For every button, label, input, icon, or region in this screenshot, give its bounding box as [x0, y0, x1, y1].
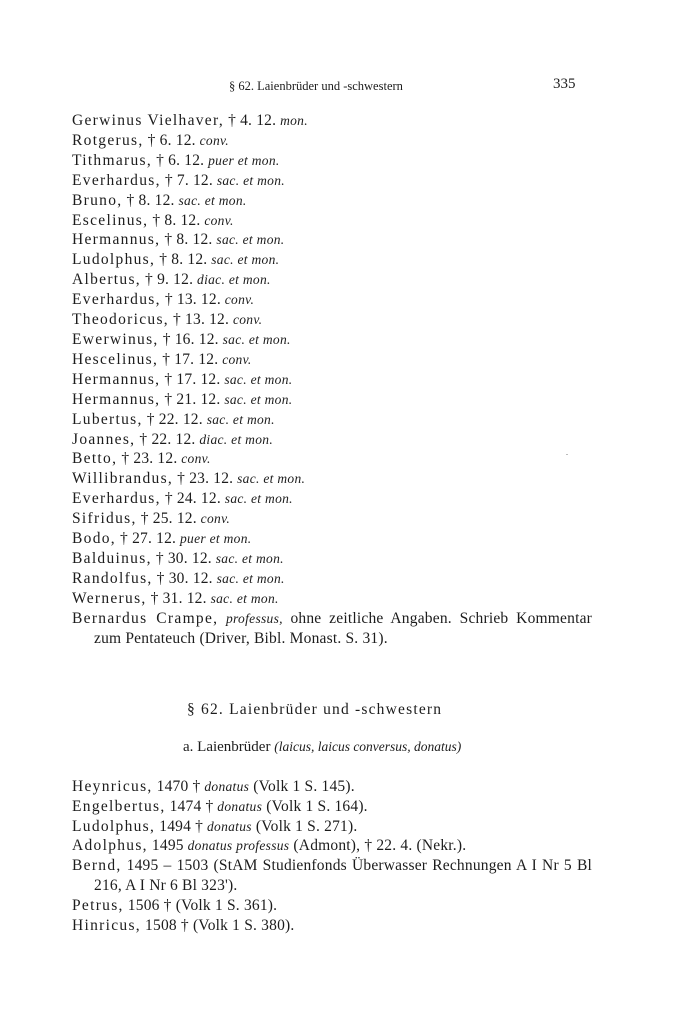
- entry-date: † 6. 12.: [152, 151, 205, 169]
- entry-name: Betto,: [72, 450, 118, 468]
- list-item: [72, 430, 592, 450]
- entry-role: professus,: [225, 610, 283, 626]
- entry-name: Everhardus,: [72, 291, 161, 309]
- entry-date: † 25. 12.: [136, 510, 197, 528]
- entry-name: Escelinus,: [72, 211, 149, 229]
- entry-name: Bernd,: [72, 857, 122, 875]
- list-item: [72, 489, 592, 509]
- subheading-italic: (laicus, laicus conversus, donatus): [274, 739, 462, 754]
- entry-name: Wernerus,: [72, 589, 147, 607]
- entry-date: 1495: [147, 837, 184, 855]
- page-number: 335: [553, 76, 576, 92]
- entry-note: (Volk 1 S. 271).: [251, 817, 358, 835]
- entry-name: Bodo,: [72, 530, 116, 548]
- entry-name: Ewerwinus,: [72, 330, 159, 348]
- list-item: [72, 171, 592, 191]
- entry-role: sac. et mon.: [211, 252, 280, 268]
- entry-name: Joannes,: [72, 430, 136, 448]
- entry-name: Engelbertus,: [72, 797, 166, 815]
- entry-date: † 23. 12.: [117, 450, 178, 468]
- entry-role: donatus: [204, 779, 250, 794]
- list-item: [72, 589, 592, 609]
- running-head-title: § 62. Laienbrüder und -schwestern: [229, 79, 403, 93]
- entry-role: sac. et mon.: [216, 570, 285, 586]
- entry-date: † 22. 12.: [142, 410, 203, 428]
- entry-role: puer et mon.: [208, 152, 280, 168]
- entry-date: † 8. 12.: [122, 191, 175, 209]
- entry-date: † 31. 12.: [146, 589, 207, 607]
- entry-role: sac. et mon.: [224, 391, 293, 407]
- entry-role: conv.: [224, 292, 255, 308]
- entry-name: Ludolphus,: [72, 817, 156, 835]
- subheading: [183, 739, 461, 756]
- list-item: [72, 410, 592, 430]
- list-item: [72, 469, 592, 489]
- list-item: [72, 569, 592, 589]
- entry-name: Hermannus,: [72, 370, 161, 388]
- entry-name: Theodoricus,: [72, 311, 169, 329]
- entry-date: 1494 †: [155, 817, 204, 835]
- entry-date: 1506 † (Volk 1 S. 361).: [123, 896, 278, 914]
- list-item: [72, 836, 592, 856]
- entry-name: Rotgerus,: [72, 131, 144, 149]
- list-item: [72, 797, 592, 817]
- speck-mark: [566, 454, 568, 455]
- entry-date: 1508 † (Volk 1 S. 380).: [140, 916, 295, 934]
- entry-role: sac. et mon.: [206, 411, 275, 427]
- list-item-bernardus: [72, 609, 592, 649]
- list-item: [72, 270, 592, 290]
- entry-date: † 8. 12.: [160, 231, 213, 249]
- entry-role: sac. et mon.: [224, 371, 293, 387]
- list-item: [72, 111, 592, 131]
- subheading-prefix: a. Laienbrüder: [183, 739, 275, 755]
- entry-name: Hinricus,: [72, 916, 141, 934]
- entry-date: † 24. 12.: [160, 490, 221, 508]
- entry-name: Randolfus,: [72, 569, 153, 587]
- list-item: [72, 817, 592, 837]
- entry-date: † 6. 12.: [143, 131, 196, 149]
- entry-name: Petrus,: [72, 896, 124, 914]
- entry-role: conv.: [222, 351, 252, 367]
- entry-role: sac. et mon.: [178, 192, 247, 208]
- list-item: [72, 151, 592, 171]
- list-item: [72, 250, 592, 270]
- entry-date: † 9. 12.: [140, 271, 194, 289]
- entry-date: † 30. 12.: [152, 569, 213, 587]
- entry-role: puer et mon.: [179, 531, 252, 547]
- entry-role: sac. et mon.: [222, 331, 291, 347]
- entry-role: sac. et mon.: [216, 172, 285, 188]
- entry-date: † 17. 12.: [160, 370, 221, 388]
- entry-name: Hermannus,: [72, 231, 161, 249]
- laienbrueder-list: [72, 777, 592, 935]
- entry-note: (Admont), † 22. 4. (Nekr.).: [289, 837, 467, 855]
- entry-date: † 21. 12.: [160, 390, 221, 408]
- entry-name: Willibrandus,: [72, 470, 174, 488]
- entry-role: conv.: [200, 511, 231, 527]
- entry-date: † 17. 12.: [158, 350, 219, 368]
- entry-name: Balduinus,: [72, 549, 152, 567]
- entry-role: diac. et mon.: [197, 272, 271, 288]
- entry-date: † 23. 12.: [173, 470, 234, 488]
- entry-name: Tithmarus,: [72, 151, 153, 169]
- monk-list: [72, 111, 592, 648]
- entry-date: † 13. 12.: [160, 291, 221, 309]
- entry-role: conv.: [232, 312, 263, 328]
- entry-date: 1474 †: [165, 797, 214, 815]
- list-item: [72, 370, 592, 390]
- list-item: [72, 449, 592, 469]
- entry-name: Hescelinus,: [72, 350, 159, 368]
- list-item: [72, 777, 592, 797]
- list-item: [72, 230, 592, 250]
- entry-date: † 16. 12.: [158, 330, 219, 348]
- entry-date: † 8. 12.: [148, 211, 201, 229]
- entry-note: (Volk 1 S. 164).: [262, 797, 368, 815]
- list-item: [72, 211, 592, 231]
- entry-date: † 27. 12.: [115, 530, 177, 548]
- entry-role: conv.: [181, 451, 211, 467]
- list-item: [72, 509, 592, 529]
- entry-role: sac. et mon.: [210, 590, 279, 606]
- entry-date: 1470 †: [152, 778, 201, 795]
- list-item: [72, 529, 592, 549]
- entry-name: Adolphus,: [72, 837, 148, 855]
- entry-role: conv.: [199, 132, 229, 148]
- entry-note: ohne zeitliche Angaben. Schrieb Kommentar zum Pentateuch (Driver, Bibl. Monast. S. 31).: [94, 609, 593, 647]
- entry-date: 1495 – 1503 (StAM Studienfonds Überwasser Rechnungen A I Nr 5 Bl 216, A I Nr 6 Bl 323').: [94, 857, 592, 894]
- entry-date: † 4. 12.: [224, 112, 277, 129]
- list-item: [72, 856, 592, 896]
- list-item: [72, 330, 592, 350]
- entry-date: † 13. 12.: [168, 311, 230, 329]
- entry-name: Lubertus,: [72, 410, 143, 428]
- entry-role: mon.: [280, 113, 308, 128]
- entry-name: Ludolphus,: [72, 251, 156, 269]
- entry-name: Bernardus Crampe,: [72, 609, 219, 627]
- entry-role: donatus professus: [187, 838, 290, 854]
- entry-name: Hermannus,: [72, 390, 161, 408]
- entry-name: Everhardus,: [72, 171, 161, 189]
- list-item: [72, 896, 592, 916]
- entry-role: sac. et mon.: [237, 471, 306, 487]
- entry-date: † 7. 12.: [160, 171, 213, 189]
- section-heading: § 62. Laienbrüder und -schwestern: [187, 701, 443, 718]
- entry-name: Gerwinus Vielhaver,: [72, 112, 224, 129]
- entry-role: conv.: [204, 212, 234, 228]
- list-item: [72, 290, 592, 310]
- list-item: [72, 549, 592, 569]
- entry-name: Albertus,: [72, 271, 141, 289]
- entry-role: sac. et mon.: [224, 491, 293, 507]
- list-item: [72, 390, 592, 410]
- list-item: [72, 191, 592, 211]
- list-item: [72, 916, 592, 936]
- list-item: [72, 350, 592, 370]
- entry-name: Heynricus,: [72, 778, 153, 795]
- entry-date: † 8. 12.: [155, 251, 208, 269]
- entry-name: Sifridus,: [72, 510, 137, 528]
- entry-role: donatus: [217, 798, 263, 814]
- entry-name: Bruno,: [72, 191, 123, 209]
- entry-role: diac. et mon.: [199, 431, 273, 447]
- list-item: [72, 131, 592, 151]
- entry-date: † 22. 12.: [135, 430, 196, 448]
- entry-role: donatus: [206, 818, 252, 834]
- entry-role: sac. et mon.: [216, 232, 285, 248]
- entry-note: (Volk 1 S. 145).: [249, 778, 355, 795]
- entry-role: sac. et mon.: [215, 550, 284, 566]
- entry-date: † 30. 12.: [151, 549, 212, 567]
- entry-name: Everhardus,: [72, 490, 161, 508]
- list-item: [72, 310, 592, 330]
- running-head: [0, 76, 700, 96]
